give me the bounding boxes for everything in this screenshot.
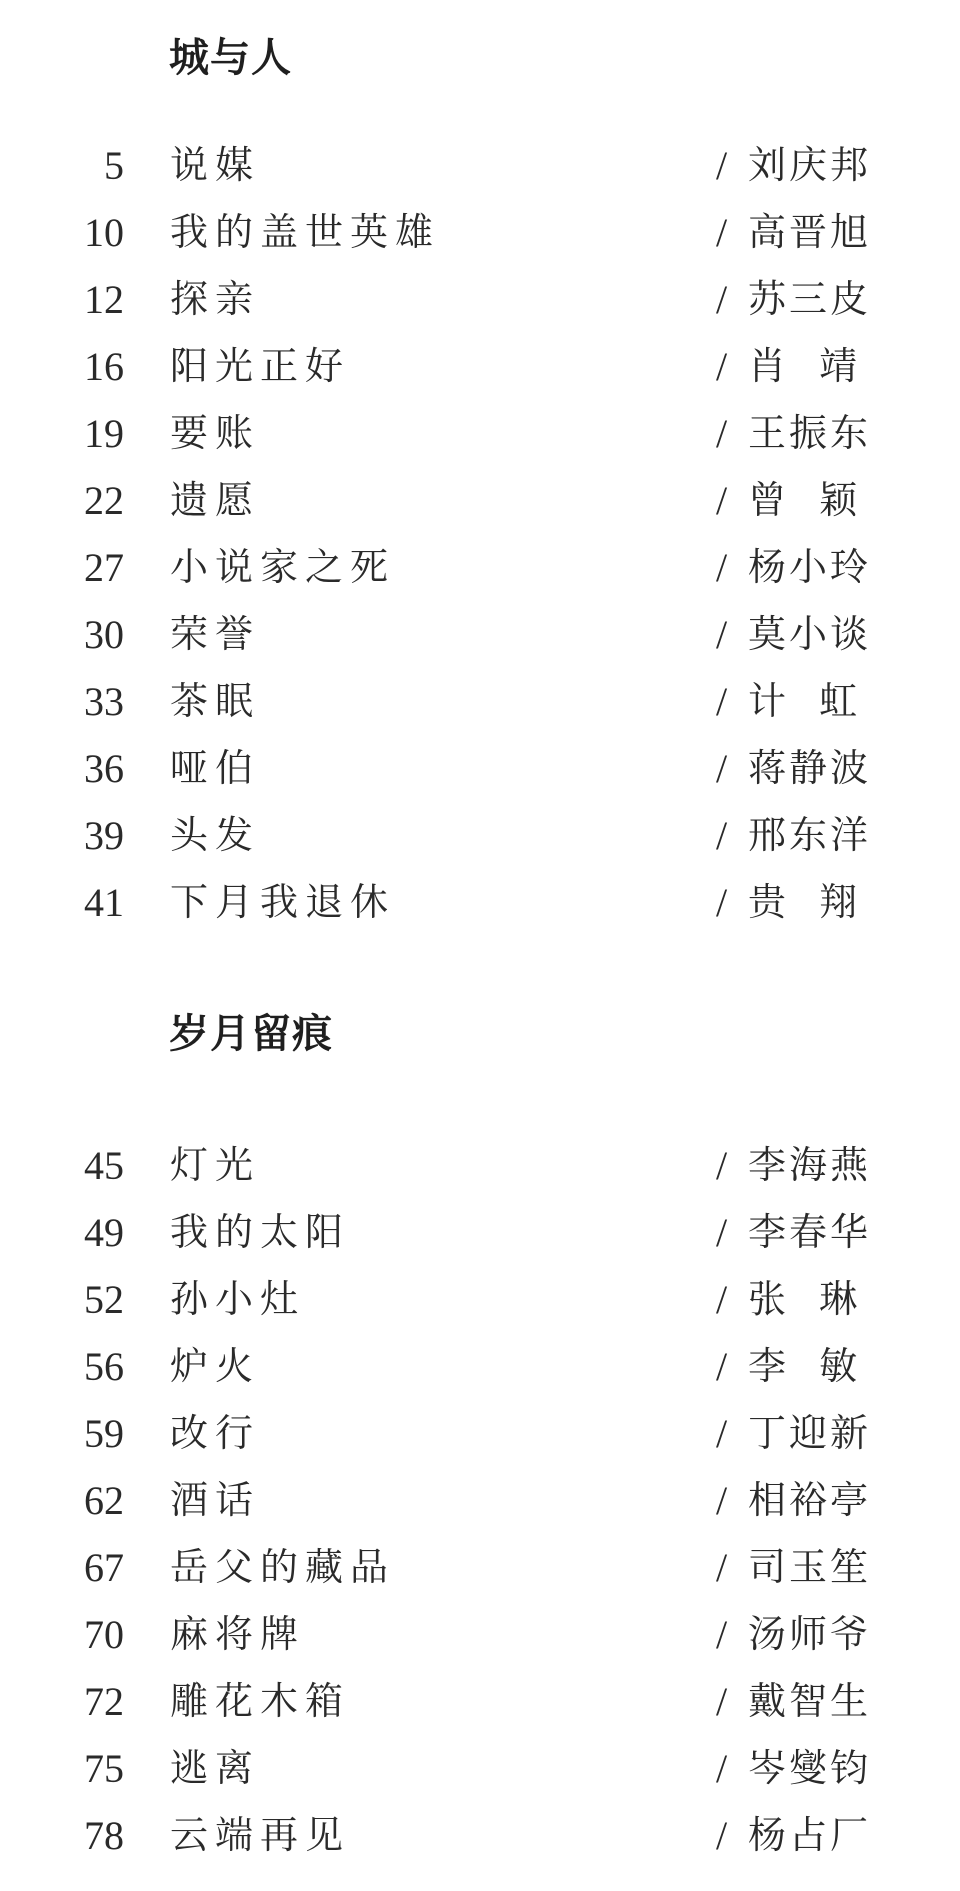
entry-author: 丁迎新 — [748, 1411, 872, 1455]
entry-author: 戴智生 — [748, 1679, 872, 1723]
toc-entry[interactable] — [0, 1467, 960, 1534]
page-number: 52 — [84, 1277, 124, 1322]
entry-title: 麻将牌 — [170, 1612, 306, 1656]
entry-author: 高晋旭 — [748, 210, 872, 254]
toc-entry[interactable] — [0, 869, 960, 936]
entry-title: 孙小灶 — [170, 1277, 306, 1321]
toc-entry[interactable] — [0, 735, 960, 802]
entry-title: 要账 — [170, 411, 261, 455]
toc-entry[interactable] — [0, 1668, 960, 1735]
page-number: 62 — [84, 1478, 124, 1523]
separator: / — [716, 1679, 728, 1724]
page-number: 45 — [84, 1143, 124, 1188]
entry-author: 曾 颖 — [748, 478, 861, 522]
toc-entry[interactable] — [0, 601, 960, 668]
separator: / — [716, 612, 728, 657]
entry-title: 阳光正好 — [170, 344, 351, 388]
separator: / — [716, 1277, 728, 1322]
toc-list-section-2 — [0, 1132, 960, 1869]
toc-entry[interactable] — [0, 1333, 960, 1400]
separator: / — [716, 813, 728, 858]
entry-title: 荣誉 — [170, 612, 261, 656]
entry-author: 杨占厂 — [748, 1813, 872, 1857]
separator: / — [716, 746, 728, 791]
entry-author: 苏三皮 — [748, 277, 872, 321]
separator: / — [716, 1478, 728, 1523]
entry-title: 小说家之死 — [170, 545, 396, 589]
entry-title: 我的太阳 — [170, 1210, 351, 1254]
entry-author: 肖 靖 — [748, 344, 861, 388]
toc-entry[interactable] — [0, 400, 960, 467]
entry-title: 云端再见 — [170, 1813, 351, 1857]
separator: / — [716, 1344, 728, 1389]
page-number: 56 — [84, 1344, 124, 1389]
page-number: 78 — [84, 1813, 124, 1858]
toc-entry[interactable] — [0, 802, 960, 869]
separator: / — [716, 545, 728, 590]
entry-title: 哑伯 — [170, 746, 261, 790]
page-number: 41 — [84, 880, 124, 925]
toc-entry[interactable] — [0, 1132, 960, 1199]
entry-title: 炉火 — [170, 1344, 261, 1388]
page-number: 39 — [84, 813, 124, 858]
separator: / — [716, 1143, 728, 1188]
toc-entry[interactable] — [0, 199, 960, 266]
entry-author: 张 琳 — [748, 1277, 861, 1321]
page-number: 49 — [84, 1210, 124, 1255]
toc-entry[interactable] — [0, 1199, 960, 1266]
page-number: 19 — [84, 411, 124, 456]
separator: / — [716, 1545, 728, 1590]
entry-title: 我的盖世英雄 — [170, 210, 441, 254]
entry-author: 计 虹 — [748, 679, 861, 723]
separator: / — [716, 679, 728, 724]
toc-entry[interactable] — [0, 1601, 960, 1668]
page-number: 22 — [84, 478, 124, 523]
separator: / — [716, 1411, 728, 1456]
entry-author: 王振东 — [748, 411, 872, 455]
entry-author: 李 敏 — [748, 1344, 861, 1388]
entry-title: 茶眠 — [170, 679, 261, 723]
entry-title: 遗愿 — [170, 478, 261, 522]
entry-author: 岑燮钧 — [748, 1746, 872, 1790]
page-number: 12 — [84, 277, 124, 322]
entry-author: 司玉笙 — [748, 1545, 872, 1589]
page-number: 59 — [84, 1411, 124, 1456]
page-number: 16 — [84, 344, 124, 389]
toc-entry[interactable] — [0, 467, 960, 534]
page-number: 27 — [84, 545, 124, 590]
toc-entry[interactable] — [0, 333, 960, 400]
entry-title: 改行 — [170, 1411, 261, 1455]
entry-title: 头发 — [170, 813, 261, 857]
entry-title: 说媒 — [170, 143, 261, 187]
page-number: 10 — [84, 210, 124, 255]
entry-author: 相裕亭 — [748, 1478, 872, 1522]
entry-author: 李海燕 — [748, 1143, 872, 1187]
entry-author: 莫小谈 — [748, 612, 872, 656]
entry-title: 酒话 — [170, 1478, 261, 1522]
separator: / — [716, 210, 728, 255]
section-title-1: 城与人 — [169, 35, 292, 81]
entry-author: 刘庆邦 — [748, 143, 872, 187]
separator: / — [716, 411, 728, 456]
entry-title: 逃离 — [170, 1746, 261, 1790]
entry-author: 汤师爷 — [748, 1612, 872, 1656]
entry-title: 雕花木箱 — [170, 1679, 351, 1723]
page-number: 70 — [84, 1612, 124, 1657]
toc-entry[interactable] — [0, 1266, 960, 1333]
separator: / — [716, 880, 728, 925]
entry-author: 邢东洋 — [748, 813, 872, 857]
entry-author: 蒋静波 — [748, 746, 872, 790]
toc-entry[interactable] — [0, 1534, 960, 1601]
toc-entry[interactable] — [0, 1802, 960, 1869]
entry-author: 贵 翔 — [748, 880, 861, 924]
page-number: 75 — [84, 1746, 124, 1791]
page-number: 33 — [84, 679, 124, 724]
separator: / — [716, 344, 728, 389]
entry-title: 岳父的藏品 — [170, 1545, 396, 1589]
entry-title: 探亲 — [170, 277, 261, 321]
toc-entry[interactable] — [0, 668, 960, 735]
separator: / — [716, 277, 728, 322]
separator: / — [716, 1813, 728, 1858]
page-number: 5 — [104, 143, 124, 188]
section-title-2: 岁月留痕 — [169, 1011, 333, 1057]
page-number: 72 — [84, 1679, 124, 1724]
separator: / — [716, 143, 728, 188]
toc-entry[interactable] — [0, 266, 960, 333]
toc-entry[interactable] — [0, 534, 960, 601]
toc-entry[interactable] — [0, 1735, 960, 1802]
toc-list-section-1 — [0, 132, 960, 936]
separator: / — [716, 1210, 728, 1255]
page-number: 30 — [84, 612, 124, 657]
page-number: 67 — [84, 1545, 124, 1590]
entry-title: 灯光 — [170, 1143, 261, 1187]
page-number: 36 — [84, 746, 124, 791]
entry-title: 下月我退休 — [170, 880, 396, 924]
toc-entry[interactable] — [0, 132, 960, 199]
separator: / — [716, 1612, 728, 1657]
toc-entry[interactable] — [0, 1400, 960, 1467]
separator: / — [716, 1746, 728, 1791]
entry-author: 李春华 — [748, 1210, 872, 1254]
separator: / — [716, 478, 728, 523]
entry-author: 杨小玲 — [748, 545, 872, 589]
